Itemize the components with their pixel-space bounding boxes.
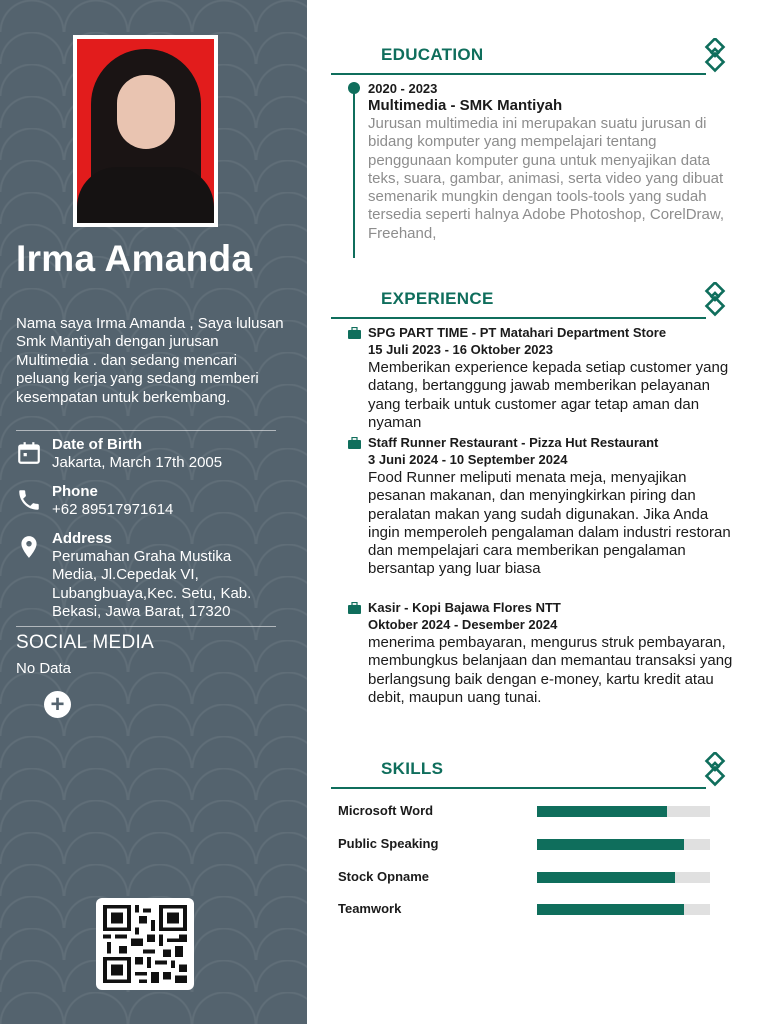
experience-header bbox=[331, 289, 761, 329]
skill-name: Public Speaking bbox=[338, 836, 439, 851]
qr-code bbox=[96, 898, 194, 990]
profile-about: Nama saya Irma Amanda , Saya lulusan Smk Mantiyah dengan jurusan Multimedia . dan sedang mencari peluang kerja yang sedang memberi kesempatan untuk berkembang. bbox=[16, 315, 284, 406]
experience-date: 15 Juli 2023 - 16 Oktober 2023 bbox=[368, 342, 553, 357]
skill-bar-fill bbox=[537, 904, 684, 915]
social-media-title: SOCIAL MEDIA bbox=[16, 632, 155, 653]
skill-name: Stock Opname bbox=[338, 869, 430, 884]
main-content bbox=[307, 0, 768, 1024]
experience-role: SPG PART TIME - PT Matahari Department Store bbox=[368, 325, 667, 340]
profile-photo-image bbox=[77, 39, 214, 223]
skill-bar-fill bbox=[537, 872, 675, 883]
education-years: 2020 - 2023 bbox=[368, 81, 438, 96]
calendar-icon bbox=[16, 440, 42, 466]
skill-row bbox=[338, 836, 718, 854]
phone-row bbox=[16, 483, 276, 523]
address-label: Address bbox=[52, 530, 113, 547]
briefcase-icon bbox=[348, 437, 361, 449]
timeline-dot bbox=[348, 82, 360, 94]
phone-label: Phone bbox=[52, 483, 98, 500]
experience-item bbox=[348, 600, 738, 725]
experience-description: Food Runner meliputi menata meja, menyajikan pesanan makanan, dan menyingkirkan piring dan peralatan makan yang sudah digunakan. Jika Anda ingin memperoleh pengalaman dalam industri restoran dan mempelajari cara memberikan pengalaman bersantap yang luar biasa bbox=[368, 469, 731, 578]
phone-icon bbox=[16, 487, 42, 513]
briefcase-icon bbox=[348, 602, 361, 614]
skills-header bbox=[331, 759, 761, 799]
education-degree: Multimedia - SMK Mantiyah bbox=[368, 97, 563, 114]
social-media-empty: No Data bbox=[16, 660, 72, 677]
add-social-button[interactable]: + bbox=[44, 691, 71, 718]
experience-date: 3 Juni 2024 - 10 September 2024 bbox=[368, 452, 568, 467]
geometric-ornament-icon bbox=[699, 282, 731, 322]
experience-date: Oktober 2024 - Desember 2024 bbox=[368, 617, 558, 632]
skill-row bbox=[338, 803, 718, 821]
skill-row bbox=[338, 869, 718, 887]
education-header bbox=[331, 45, 761, 85]
location-pin-icon bbox=[16, 534, 42, 560]
experience-item bbox=[348, 325, 738, 430]
briefcase-icon bbox=[348, 327, 361, 339]
section-line bbox=[331, 787, 706, 789]
education-item bbox=[368, 81, 733, 243]
experience-description: Memberikan experience kepada setiap customer yang datang, bertanggung jawab memberikan pelayanan yang terbaik untuk customer agar tetap aman dan nyaman bbox=[368, 359, 729, 431]
experience-role: Kasir - Kopi Bajawa Flores NTT bbox=[368, 600, 561, 615]
skill-bar-track bbox=[537, 806, 710, 817]
experience-item bbox=[348, 435, 738, 595]
section-line bbox=[331, 317, 706, 319]
skill-bar-fill bbox=[537, 839, 684, 850]
experience-title: EXPERIENCE bbox=[381, 289, 494, 308]
divider bbox=[16, 430, 276, 431]
skill-bar-fill bbox=[537, 806, 667, 817]
phone-value: +62 89517971614 bbox=[52, 501, 174, 518]
education-title: EDUCATION bbox=[381, 45, 484, 64]
education-timeline bbox=[353, 88, 355, 258]
skill-bar-track bbox=[537, 904, 710, 915]
skill-bar-track bbox=[537, 839, 710, 850]
profile-name: Irma Amanda bbox=[16, 238, 253, 279]
skill-bar-track bbox=[537, 872, 710, 883]
geometric-ornament-icon bbox=[699, 38, 731, 78]
skill-name: Teamwork bbox=[338, 901, 402, 916]
experience-description: menerima pembayaran, mengurus struk pembayaran, membungkus belanjaan dan memantau transaksi yang berlangsung baik dengan e-money, kartu kredit atau debit, maupun uang tunai. bbox=[368, 634, 733, 706]
divider bbox=[16, 626, 276, 627]
dob-label: Date of Birth bbox=[52, 436, 142, 453]
education-description: Jurusan multimedia ini merupakan suatu jurusan di bidang komputer yang mempelajari tentang penggunaan komputer guna untuk menyajikan data teks, suara, gambar, animasi, serta video yang dibuat semenarik mungkin dengan tools-tools yang sudah tersedia seperti halnya Adobe Photoshop, CorelDraw, Freehand, bbox=[368, 115, 725, 242]
address-value: Perumahan Graha Mustika Media, Jl.Cepedak VI, Lubangbuaya,Kec. Setu, Kab. Bekasi, Jawa Barat, 17320 bbox=[52, 548, 252, 620]
section-line bbox=[331, 73, 706, 75]
experience-role: Staff Runner Restaurant - Pizza Hut Restaurant bbox=[368, 435, 659, 450]
geometric-ornament-icon bbox=[699, 752, 731, 792]
address-row bbox=[16, 530, 276, 622]
skill-name: Microsoft Word bbox=[338, 803, 434, 818]
profile-photo bbox=[73, 35, 218, 227]
skills-title: SKILLS bbox=[381, 759, 444, 778]
sidebar bbox=[0, 0, 307, 1024]
dob-value: Jakarta, March 17th 2005 bbox=[52, 454, 223, 471]
dob-row bbox=[16, 436, 276, 476]
skill-row bbox=[338, 901, 718, 919]
